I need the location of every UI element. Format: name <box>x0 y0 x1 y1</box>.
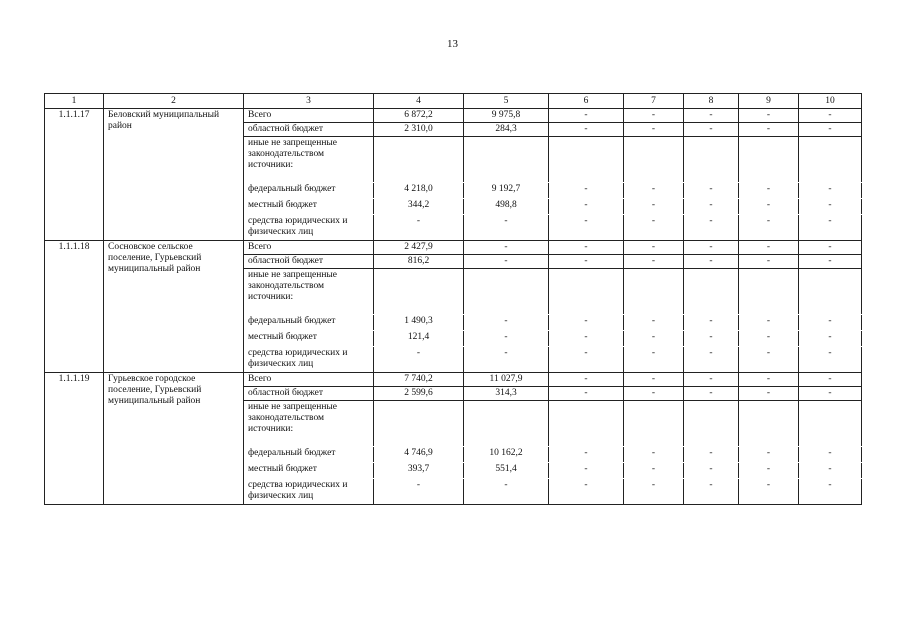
value-cell: - <box>549 123 624 137</box>
value-cell-empty <box>374 137 464 183</box>
value-cell: - <box>624 347 684 373</box>
value-cell-empty <box>799 269 862 315</box>
header-cell: 8 <box>684 94 739 109</box>
value-cell: - <box>624 447 684 463</box>
value-cell: - <box>799 109 862 123</box>
source-label: местный бюджет <box>244 331 374 347</box>
value-cell: - <box>684 463 739 479</box>
value-cell: 9 975,8 <box>464 109 549 123</box>
value-cell: - <box>549 315 624 331</box>
value-cell: 498,8 <box>464 199 549 215</box>
value-cell: - <box>624 215 684 241</box>
value-cell: - <box>684 109 739 123</box>
value-cell: - <box>799 347 862 373</box>
value-cell: - <box>739 315 799 331</box>
page-number: 13 <box>447 38 458 50</box>
value-cell: - <box>549 373 624 387</box>
value-cell: - <box>549 241 624 255</box>
value-cell: - <box>799 479 862 505</box>
value-cell-empty <box>684 269 739 315</box>
value-cell: - <box>624 241 684 255</box>
value-cell: - <box>374 347 464 373</box>
value-cell: - <box>549 183 624 199</box>
value-cell: - <box>624 479 684 505</box>
value-cell: - <box>549 447 624 463</box>
value-cell: 816,2 <box>374 255 464 269</box>
value-cell: - <box>464 215 549 241</box>
value-cell: - <box>624 331 684 347</box>
value-cell: - <box>739 123 799 137</box>
value-cell: - <box>684 241 739 255</box>
value-cell: - <box>624 199 684 215</box>
value-cell: - <box>684 183 739 199</box>
value-cell: 551,4 <box>464 463 549 479</box>
value-cell-empty <box>374 401 464 447</box>
value-cell: - <box>739 331 799 347</box>
source-label: местный бюджет <box>244 463 374 479</box>
value-cell: - <box>549 255 624 269</box>
value-cell: 11 027,9 <box>464 373 549 387</box>
value-cell: 4 746,9 <box>374 447 464 463</box>
source-label: средства юридических и физических лиц <box>244 347 374 373</box>
source-label: Всего <box>244 373 374 387</box>
header-cell: 6 <box>549 94 624 109</box>
value-cell: - <box>799 183 862 199</box>
value-cell: - <box>684 387 739 401</box>
value-cell: - <box>684 199 739 215</box>
value-cell: - <box>549 331 624 347</box>
value-cell: 284,3 <box>464 123 549 137</box>
value-cell: - <box>624 123 684 137</box>
value-cell: - <box>549 463 624 479</box>
value-cell-empty <box>549 137 624 183</box>
value-cell-empty <box>464 137 549 183</box>
table-row-total <box>45 373 862 387</box>
header-cell: 5 <box>464 94 549 109</box>
value-cell: - <box>549 215 624 241</box>
value-cell: - <box>799 241 862 255</box>
value-cell: - <box>799 315 862 331</box>
value-cell-empty <box>799 137 862 183</box>
value-cell: - <box>739 463 799 479</box>
value-cell: - <box>739 373 799 387</box>
value-cell: - <box>374 215 464 241</box>
value-cell: - <box>549 109 624 123</box>
header-cell: 4 <box>374 94 464 109</box>
value-cell: - <box>464 241 549 255</box>
value-cell-empty <box>739 137 799 183</box>
source-label: иные не запрещенные законодательством источники: <box>244 269 374 315</box>
value-cell-empty <box>624 269 684 315</box>
value-cell: - <box>624 463 684 479</box>
value-cell: - <box>739 215 799 241</box>
value-cell: - <box>464 331 549 347</box>
source-label: местный бюджет <box>244 199 374 215</box>
value-cell-empty <box>549 269 624 315</box>
budget-table <box>44 93 862 505</box>
source-label: федеральный бюджет <box>244 447 374 463</box>
value-cell: - <box>624 387 684 401</box>
value-cell: - <box>799 255 862 269</box>
header-cell: 3 <box>244 94 374 109</box>
value-cell: - <box>739 347 799 373</box>
value-cell: 2 310,0 <box>374 123 464 137</box>
value-cell: - <box>739 255 799 269</box>
value-cell-empty <box>684 401 739 447</box>
value-cell: - <box>624 109 684 123</box>
value-cell: 393,7 <box>374 463 464 479</box>
value-cell: - <box>464 347 549 373</box>
value-cell: - <box>549 199 624 215</box>
value-cell-empty <box>549 401 624 447</box>
value-cell: - <box>739 199 799 215</box>
value-cell-empty <box>374 269 464 315</box>
value-cell: - <box>684 123 739 137</box>
value-cell-empty <box>624 137 684 183</box>
header-cell: 7 <box>624 94 684 109</box>
value-cell-empty <box>799 401 862 447</box>
source-label: федеральный бюджет <box>244 183 374 199</box>
value-cell: - <box>739 447 799 463</box>
source-label: Всего <box>244 241 374 255</box>
value-cell: - <box>464 255 549 269</box>
source-label: областной бюджет <box>244 387 374 401</box>
value-cell: - <box>624 183 684 199</box>
value-cell: - <box>374 479 464 505</box>
header-cell: 2 <box>104 94 244 109</box>
value-cell: - <box>684 373 739 387</box>
value-cell: - <box>624 315 684 331</box>
header-row <box>45 94 862 109</box>
source-label: средства юридических и физических лиц <box>244 215 374 241</box>
source-label: областной бюджет <box>244 123 374 137</box>
row-code: 1.1.1.17 <box>45 109 104 241</box>
value-cell: - <box>799 463 862 479</box>
value-cell: - <box>739 241 799 255</box>
value-cell: 10 162,2 <box>464 447 549 463</box>
value-cell: - <box>799 373 862 387</box>
value-cell: - <box>549 479 624 505</box>
value-cell: - <box>684 215 739 241</box>
row-name: Беловский муниципальный район <box>104 109 244 241</box>
value-cell: - <box>739 183 799 199</box>
source-label: средства юридических и физических лиц <box>244 479 374 505</box>
table-row-total <box>45 241 862 255</box>
value-cell: 6 872,2 <box>374 109 464 123</box>
value-cell: - <box>799 387 862 401</box>
value-cell: - <box>799 215 862 241</box>
row-name: Сосновское сельское поселение, Гурьевский муниципальный район <box>104 241 244 373</box>
source-label: Всего <box>244 109 374 123</box>
source-label: областной бюджет <box>244 255 374 269</box>
value-cell-empty <box>739 269 799 315</box>
value-cell: 2 599,6 <box>374 387 464 401</box>
value-cell: 9 192,7 <box>464 183 549 199</box>
row-code: 1.1.1.19 <box>45 373 104 505</box>
value-cell: - <box>684 347 739 373</box>
value-cell: 7 740,2 <box>374 373 464 387</box>
header-cell: 1 <box>45 94 104 109</box>
row-name: Гурьевское городское поселение, Гурьевский муниципальный район <box>104 373 244 505</box>
value-cell-empty <box>739 401 799 447</box>
value-cell: - <box>739 479 799 505</box>
value-cell-empty <box>624 401 684 447</box>
value-cell: - <box>464 479 549 505</box>
value-cell: 4 218,0 <box>374 183 464 199</box>
value-cell: - <box>624 255 684 269</box>
header-cell: 9 <box>739 94 799 109</box>
source-label: иные не запрещенные законодательством источники: <box>244 401 374 447</box>
value-cell: - <box>549 387 624 401</box>
table-row-total <box>45 109 862 123</box>
value-cell: - <box>684 331 739 347</box>
source-label: федеральный бюджет <box>244 315 374 331</box>
value-cell: - <box>549 347 624 373</box>
value-cell: - <box>799 123 862 137</box>
source-label: иные не запрещенные законодательством источники: <box>244 137 374 183</box>
value-cell: - <box>799 331 862 347</box>
value-cell: - <box>684 315 739 331</box>
value-cell: 2 427,9 <box>374 241 464 255</box>
value-cell: - <box>624 373 684 387</box>
value-cell-empty <box>464 401 549 447</box>
value-cell: - <box>464 315 549 331</box>
value-cell: - <box>684 447 739 463</box>
value-cell: 344,2 <box>374 199 464 215</box>
value-cell: - <box>739 387 799 401</box>
value-cell: 1 490,3 <box>374 315 464 331</box>
value-cell: - <box>684 255 739 269</box>
value-cell-empty <box>684 137 739 183</box>
value-cell: - <box>799 447 862 463</box>
value-cell: 121,4 <box>374 331 464 347</box>
value-cell: - <box>739 109 799 123</box>
value-cell: - <box>684 479 739 505</box>
value-cell: 314,3 <box>464 387 549 401</box>
header-cell: 10 <box>799 94 862 109</box>
value-cell-empty <box>464 269 549 315</box>
row-code: 1.1.1.18 <box>45 241 104 373</box>
value-cell: - <box>799 199 862 215</box>
